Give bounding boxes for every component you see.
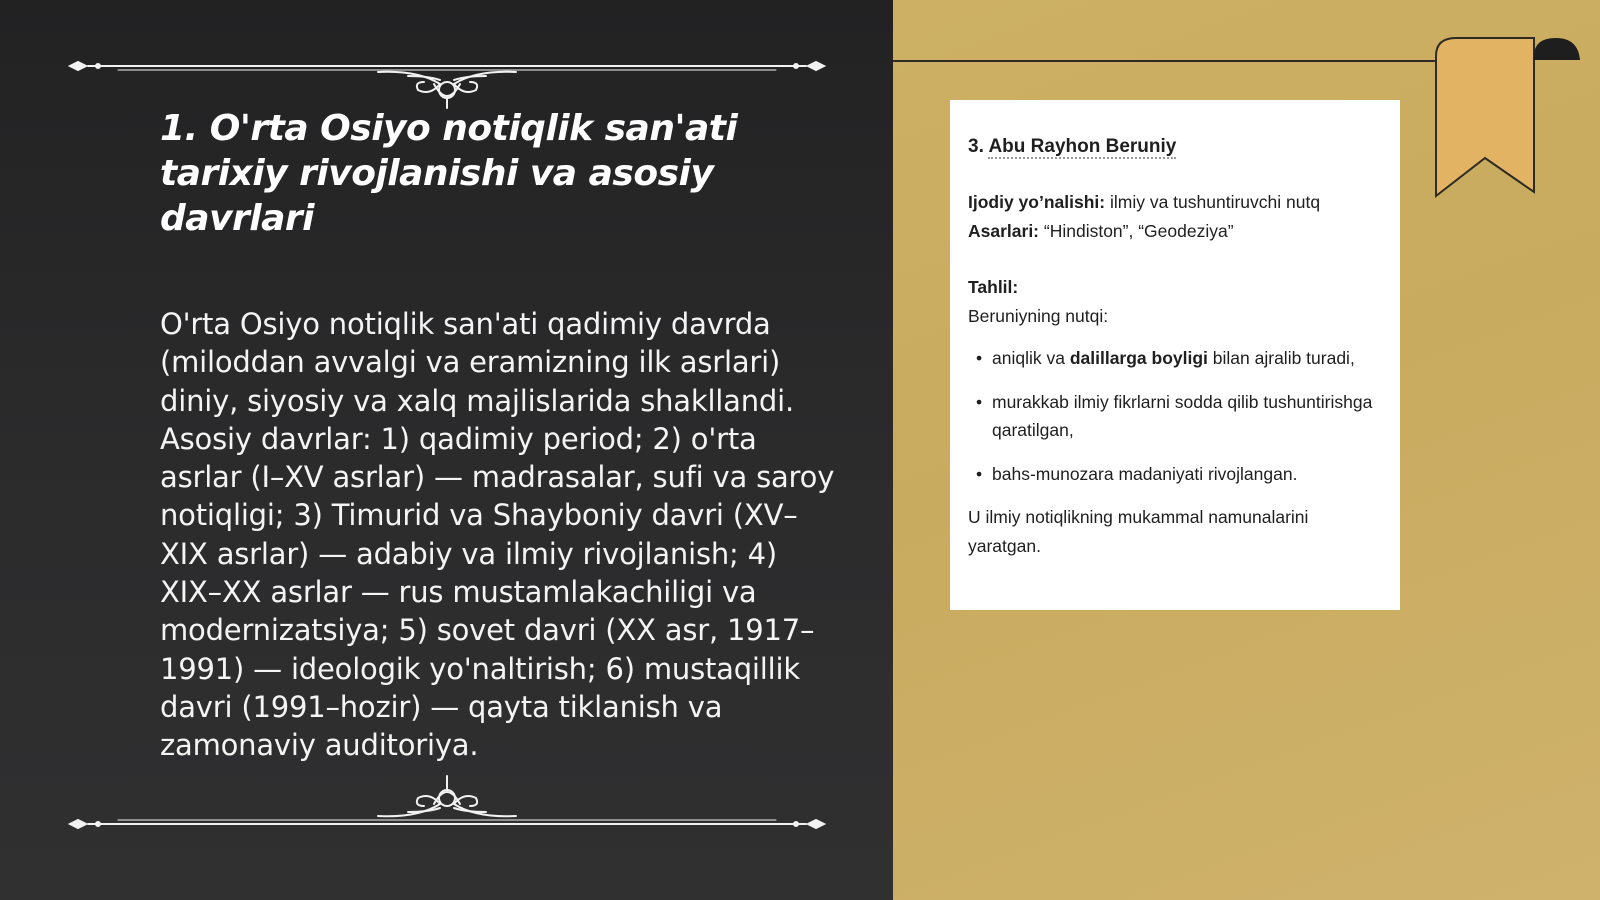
bookmark-icon bbox=[1434, 36, 1600, 202]
divider-line bbox=[893, 60, 1441, 62]
works-label: Asarlari: bbox=[968, 220, 1040, 241]
bullet-icon: • bbox=[976, 391, 983, 412]
analysis-list bbox=[968, 344, 1382, 488]
ornament-top-icon bbox=[68, 50, 826, 110]
ornament-bottom-icon bbox=[68, 770, 826, 830]
info-card bbox=[950, 100, 1400, 610]
card-heading-name: Abu Rayhon Beruniy bbox=[988, 136, 1177, 157]
direction-line bbox=[968, 188, 1382, 217]
slide-body-text: O'rta Osiyo notiqlik san'ati qadimiy davrda (miloddan avvalgi va eramizning ilk asrlari) diniy, siyosiy va xalq majlislarida shakllandi. Asosiy davrlar: 1) qadimiy period; 2) o'rta asrlar (I–XV asrlar) — madrasalar, sufi va saroy notiqligi; 3) Timurid va Shayboniy davri (XV–XIX asrlar) — adabiy va ilmiy rivojlanish; 4) XIX–XX asrlar — rus mustamlakachiligi va modernizatsiya; 5) sovet davri (XX asr, 1917–1991) — ideologik yo'naltirish; 6) mustaqillik davri (1991–hozir) — qayta tiklanish va zamonaviy auditoriya. bbox=[160, 307, 835, 763]
bullet-icon: • bbox=[976, 463, 983, 484]
card-heading-number: 3. bbox=[968, 136, 984, 157]
list-item-text: bahs-munozara madaniyati rivojlangan. bbox=[992, 463, 1298, 484]
list-item bbox=[968, 460, 1382, 489]
list-item-bold-text: dalillarga boyligi bbox=[1069, 348, 1208, 368]
slide-title: 1. O'rta Osiyo notiqlik san'ati tarixiy rivojlanishi va asosiy davrlari bbox=[160, 108, 738, 239]
spacer bbox=[968, 245, 1382, 273]
analysis-label: Tahlil: bbox=[968, 277, 1019, 297]
conclusion-text: U ilmiy notiqlikning mukammal namunalarini yaratgan. bbox=[968, 507, 1309, 556]
list-item-text-end: bilan ajralib turadi, bbox=[1207, 348, 1355, 368]
direction-label: Ijodiy yo’nalishi: bbox=[968, 192, 1106, 212]
list-item-text: murakkab ilmiy fikrlarni sodda qilib tushuntirishga qaratilgan, bbox=[992, 391, 1373, 440]
works-value: “Hindiston”, “Geodeziya” bbox=[1039, 220, 1234, 241]
analysis-label-line bbox=[968, 273, 1382, 302]
list-item-text: aniqlik va bbox=[992, 348, 1070, 368]
list-item bbox=[968, 388, 1382, 445]
analysis-intro: Beruniyning nutqi: bbox=[968, 305, 1109, 326]
works-line bbox=[968, 217, 1382, 246]
list-item bbox=[968, 344, 1382, 373]
card-heading bbox=[968, 134, 1382, 160]
direction-value: ilmiy va tushuntiruvchi nutq bbox=[1105, 192, 1321, 212]
bullet-icon: • bbox=[976, 348, 983, 368]
